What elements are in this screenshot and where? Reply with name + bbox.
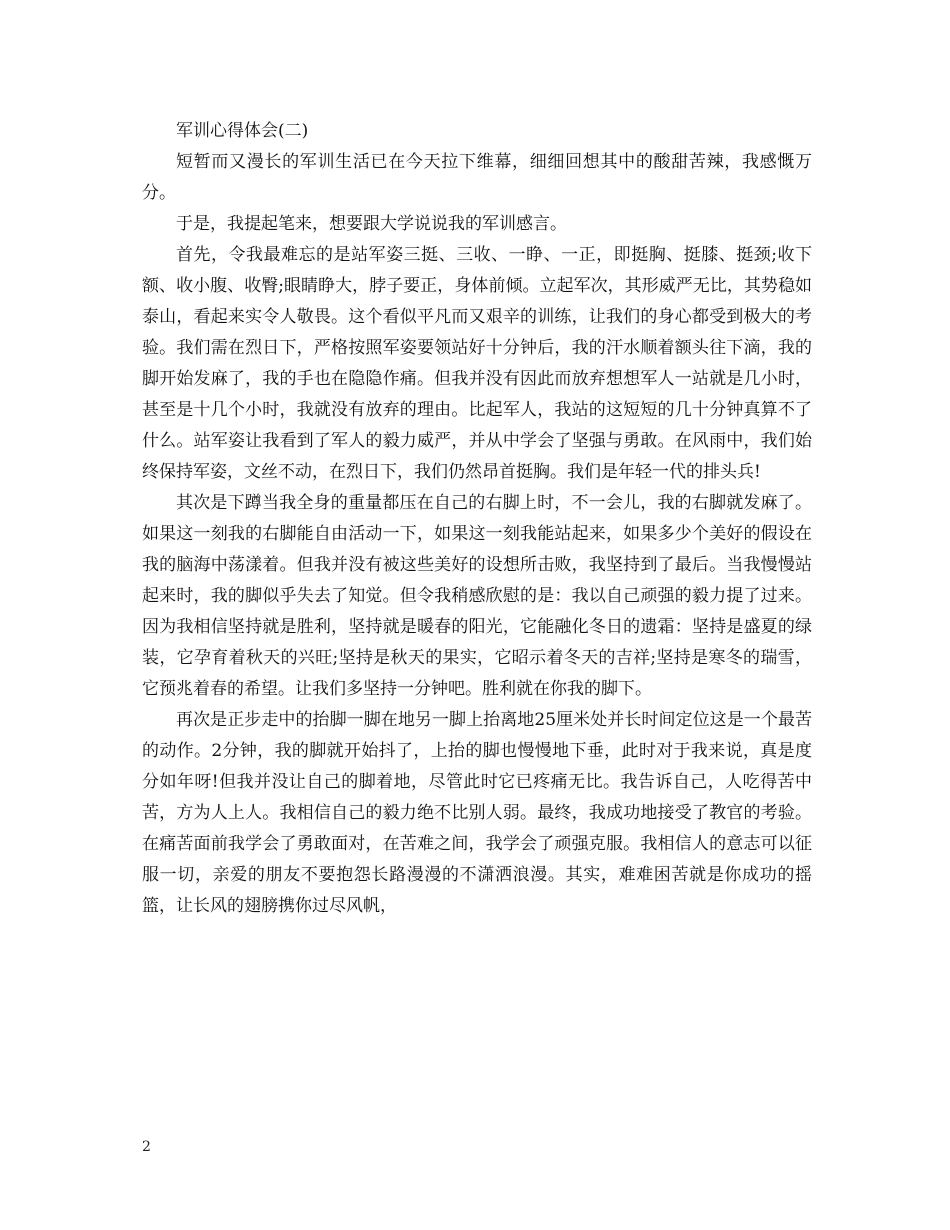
paragraph: 其次是下蹲当我全身的重量都压在自己的右脚上时，不一会儿，我的右脚就发麻了。如果这一刻我的右脚能自由活动一下，如果这一刻我能站起来，如果多少个美好的假设在我的脑海中荡漾着。但我并没有被这些美好的设想所击败，我坚持到了最后。当我慢慢站起来时，我的脚似乎失去了知觉。但令我稍感欣慰的是：我以自己顽强的毅力提了过来。因为我相信坚持就是胜利，坚持就是暖春的阳光，它能融化冬日的遗霜：坚持是盛夏的绿装，它孕育着秋天的兴旺;坚持是秋天的果实，它昭示着冬天的吉祥;坚持是寒冬的瑞雪，它预兆着春的希望。让我们多坚持一分钟吧。胜利就在你我的脚下。 [142,493,812,699]
paragraph: 于是，我提起笔来，想要跟大学说说我的军训感言。 [176,214,567,234]
paragraph: 首先，令我最难忘的是站军姿三挺、三收、一睁、一正，即挺胸、挺膝、挺颈;收下额、收小腹、收臀;眼睛睁大，脖子要正，身体前倾。立起军次，其形威严无比，其势稳如泰山，看起来实令人敬畏。这个看似平凡而又艰辛的训练，让我们的身心都受到极大的考验。我们需在烈日下，严格按照军姿要领站好十分钟后，我的汗水顺着额头往下滴，我的脚开始发麻了，我的手也在隐隐作痛。但我并没有因此而放弃想想军人一站就是几小时，甚至是十几个小时，我就没有放弃的理由。比起军人，我站的这短短的几十分钟真算不了什么。站军姿让我看到了军人的毅力威严，并从中学会了坚强与勇敢。在风雨中，我们始终保持军姿，文丝不动，在烈日下，我们仍然昂首挺胸。我们是年轻一代的排头兵! [142,245,812,482]
page-number: 2 [142,1139,151,1155]
document-body [142,116,812,922]
document-title: 军训心得体会(二) [176,121,309,141]
paragraph: 再次是正步走中的抬脚一脚在地另一脚上抬离地25厘米处并长时间定位这是一个最苦的动作。2分钟，我的脚就开始抖了，上抬的脚也慢慢地下垂，此时对于我来说，真是度分如年呀!但我并没让自己的脚着地，尽管此时它已疼痛无比。我告诉自己，人吃得苦中苦，方为人上人。我相信自己的毅力绝不比别人弱。最终，我成功地接受了教官的考验。在痛苦面前我学会了勇敢面对，在苦难之间，我学会了顽强克服。我相信人的意志可以征服一切，亲爱的朋友不要抱怨长路漫漫的不潇洒浪漫。其实，难难困苦就是你成功的摇篮，让长风的翅膀携你过尽风帆， [142,710,812,916]
paragraph: 短暂而又漫长的军训生活已在今天拉下维幕，细细回想其中的酸甜苦辣，我感慨万分。 [142,152,812,203]
